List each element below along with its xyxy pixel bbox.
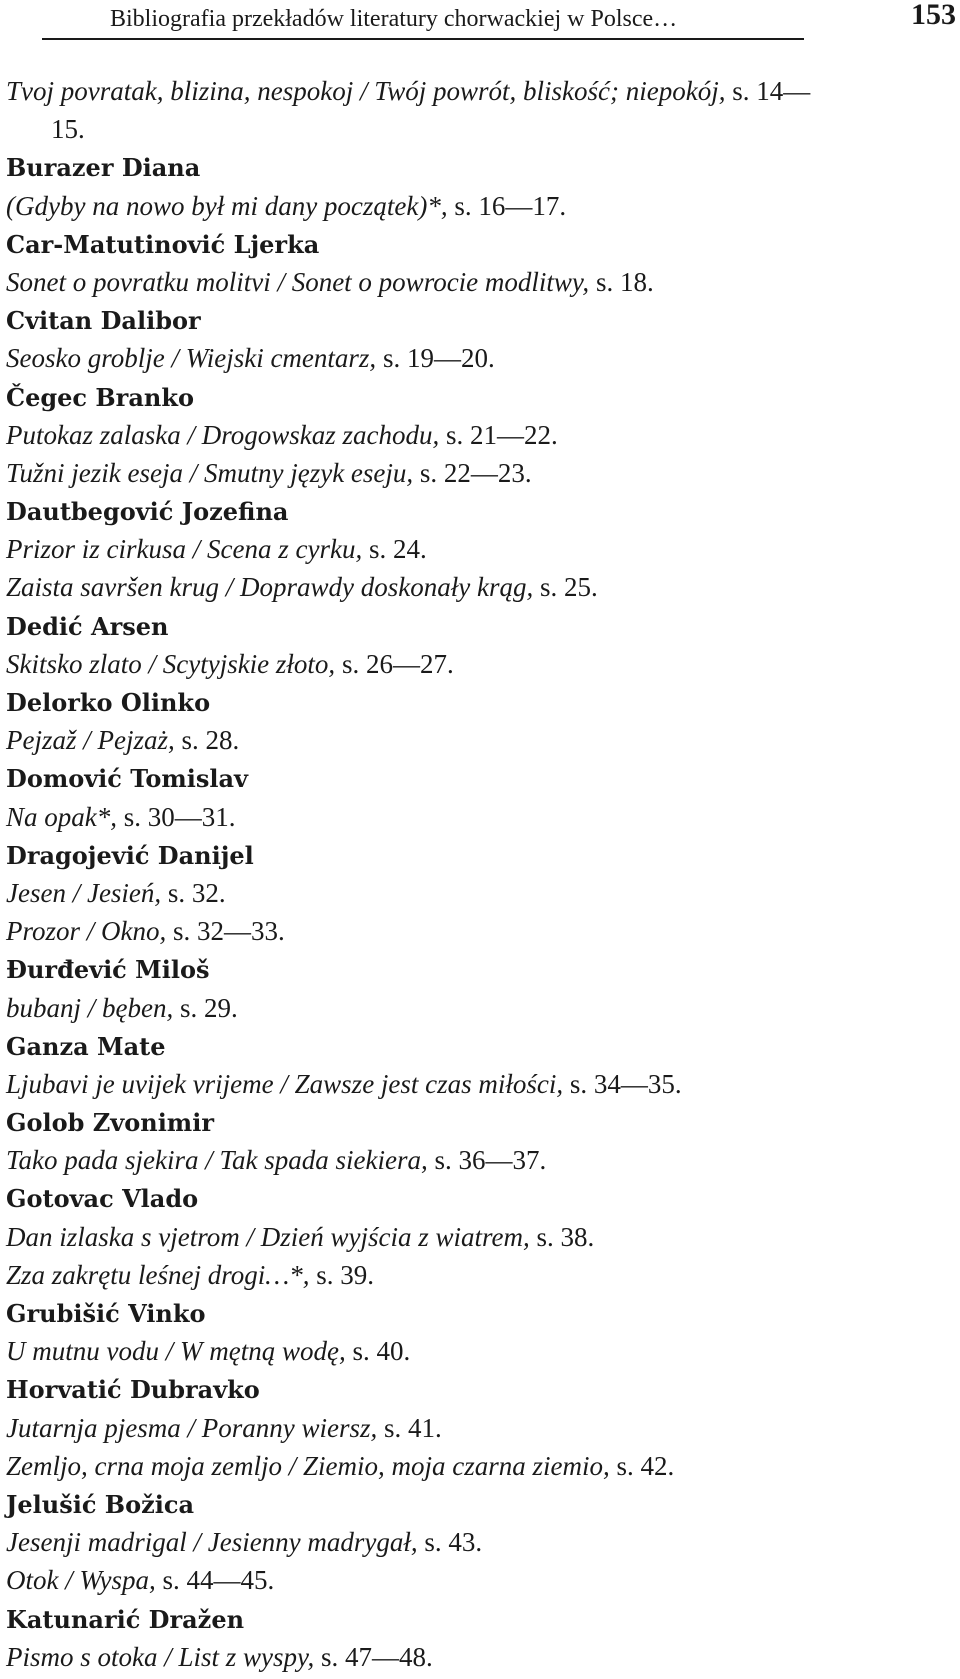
work-entry: [6, 645, 956, 683]
page-range: s. 41.: [377, 1412, 442, 1443]
work-entry: [6, 187, 956, 225]
author-heading: [6, 301, 956, 339]
author-name: Domović Tomislav: [6, 764, 249, 794]
running-title: Bibliografia przekładów literatury chorwackiej w Polsce…: [110, 6, 678, 32]
author-name: Jelušić Božica: [6, 1489, 194, 1519]
page-range: s. 43.: [417, 1527, 483, 1558]
page-range: s. 30—31.: [117, 801, 236, 832]
work-title: Jutarnja pjesma / Poranny wiersz,: [6, 1412, 378, 1443]
work-title: Prizor iz cirkusa / Scena z cyrku,: [6, 534, 363, 565]
author-name: Horvatić Dubravko: [6, 1375, 260, 1405]
author-name: Ganza Mate: [6, 1031, 166, 1061]
author-name: Dragojević Danijel: [6, 840, 254, 870]
page-range: s. 44—45.: [155, 1565, 275, 1596]
work-title: Na opak*,: [6, 801, 117, 832]
work-entry: [6, 1256, 956, 1294]
work-entry: [6, 1447, 956, 1485]
work-title: Tvoj povratak, blizina, nespokoj / Twój powrót, bliskość; niepokój,: [6, 76, 726, 106]
page-range: s. 38.: [529, 1221, 595, 1252]
page-range: s. 24.: [362, 534, 427, 565]
page-range: s. 32—33.: [166, 916, 285, 947]
work-entry: [6, 721, 956, 759]
author-heading: [6, 1485, 956, 1523]
running-header: [42, 0, 960, 42]
author-heading: [6, 1027, 956, 1065]
work-entry: [6, 1638, 956, 1676]
page-range: s. 39.: [309, 1259, 375, 1290]
author-name: Golob Zvonimir: [6, 1108, 214, 1138]
page-range: s. 19—20.: [376, 343, 495, 374]
work-title: Tako pada sjekira / Tak spada siekiera,: [6, 1145, 428, 1176]
work-title: Dan izlaska s vjetrom / Dzień wyjścia z wiatrem,: [6, 1221, 530, 1252]
author-name: Đurđević Miloš: [6, 955, 210, 985]
work-entry: [6, 263, 956, 301]
author-heading: [6, 378, 956, 416]
work-title: Zza zakrętu leśnej drogi…*,: [6, 1259, 310, 1290]
author-heading: [6, 148, 956, 186]
work-title: Otok / Wyspa,: [6, 1565, 156, 1596]
author-heading: [6, 1103, 956, 1141]
page-range: s. 14—: [725, 76, 811, 106]
work-entry: [6, 568, 956, 606]
author-heading: [6, 1179, 956, 1217]
author-heading: [6, 607, 956, 645]
work-entry: [6, 1065, 956, 1103]
work-title: Jesen / Jesień,: [6, 877, 162, 908]
author-heading: [6, 836, 956, 874]
author-name: Dautbegović Jozefina: [6, 497, 289, 527]
work-entry: [6, 339, 956, 377]
work-title: Zaista savršen krug / Doprawdy doskonały krąg,: [6, 572, 534, 603]
work-entry: [6, 1332, 956, 1370]
page-range: s. 42.: [609, 1450, 675, 1481]
author-name: Čegec Branko: [6, 382, 194, 412]
work-entry: [6, 416, 956, 454]
entry-continuation: [6, 110, 956, 148]
author-heading: [6, 225, 956, 263]
author-name: Car-Matutinović Ljerka: [6, 229, 320, 259]
work-entry: [6, 1141, 956, 1179]
work-title: Pejzaž / Pejzaż,: [6, 725, 175, 756]
work-entry: [6, 1409, 956, 1447]
author-name: Katunarić Dražen: [6, 1604, 245, 1634]
work-entry: [6, 912, 956, 950]
work-entry: [6, 530, 956, 568]
work-title: (Gdyby na nowo był mi dany początek)*,: [6, 190, 448, 221]
work-entry: [6, 1523, 956, 1561]
work-entry: [6, 1218, 956, 1256]
author-name: Gotovac Vlado: [6, 1184, 199, 1214]
page-range: s. 22—23.: [413, 457, 532, 488]
work-entry: [6, 1561, 956, 1599]
page-number: 153: [911, 0, 956, 31]
work-title: Skitsko zlato / Scytyjskie złoto,: [6, 648, 336, 679]
work-title: Ljubavi je uvijek vrijeme / Zawsze jest czas miłości,: [6, 1068, 564, 1099]
work-title: Pismo s otoka / List z wyspy,: [6, 1641, 315, 1672]
page-range-continuation: 15.: [51, 114, 85, 145]
work-entry: [6, 454, 956, 492]
author-heading: [6, 1370, 956, 1408]
page-range: s. 34—35.: [563, 1068, 682, 1099]
author-name: Cvitan Dalibor: [6, 306, 201, 336]
bibliography-list: [6, 72, 956, 1676]
work-title: Tužni jezik eseja / Smutny język eseju,: [6, 457, 414, 488]
page-range: s. 47—48.: [314, 1641, 433, 1672]
author-heading: [6, 683, 956, 721]
page-range: s. 40.: [345, 1336, 411, 1367]
work-title: U mutnu vodu / W mętną wodę,: [6, 1336, 346, 1367]
page-range: s. 18.: [589, 266, 654, 297]
work-entry: [6, 874, 956, 912]
work-entry: [6, 989, 956, 1027]
page-range: s. 21—22.: [439, 419, 558, 450]
page-range: s. 36—37.: [427, 1145, 547, 1176]
page-range: s. 25.: [533, 572, 598, 603]
author-name: Grubišić Vinko: [6, 1299, 206, 1328]
work-title: Putokaz zalaska / Drogowskaz zachodu,: [6, 419, 440, 450]
author-name: Burazer Diana: [6, 153, 201, 183]
page-range: s. 26—27.: [335, 648, 454, 679]
work-title: Zemljo, crna moja zemljo / Ziemio, moja czarna ziemio,: [6, 1450, 610, 1481]
author-name: Dedić Arsen: [6, 611, 169, 641]
author-heading: [6, 1294, 956, 1332]
author-heading: [6, 759, 956, 797]
work-title: Sonet o povratku molitvi / Sonet o powrocie modlitwy,: [6, 266, 590, 297]
page-range: s. 32.: [161, 877, 226, 908]
author-heading: [6, 1600, 956, 1638]
work-entry: [6, 798, 956, 836]
author-heading: [6, 950, 956, 988]
page-range: s. 28.: [174, 725, 240, 756]
work-title: bubanj / bęben,: [6, 992, 174, 1023]
page-range: s. 16—17.: [447, 190, 567, 221]
work-title: Prozor / Okno,: [6, 916, 167, 947]
work-entry: [6, 72, 956, 110]
header-rule: [42, 38, 804, 40]
author-name: Delorko Olinko: [6, 688, 211, 717]
author-heading: [6, 492, 956, 530]
work-title: Jesenji madrigal / Jesienny madrygał,: [6, 1527, 418, 1558]
work-title: Seosko groblje / Wiejski cmentarz,: [6, 343, 377, 374]
page-range: s. 29.: [173, 992, 238, 1023]
